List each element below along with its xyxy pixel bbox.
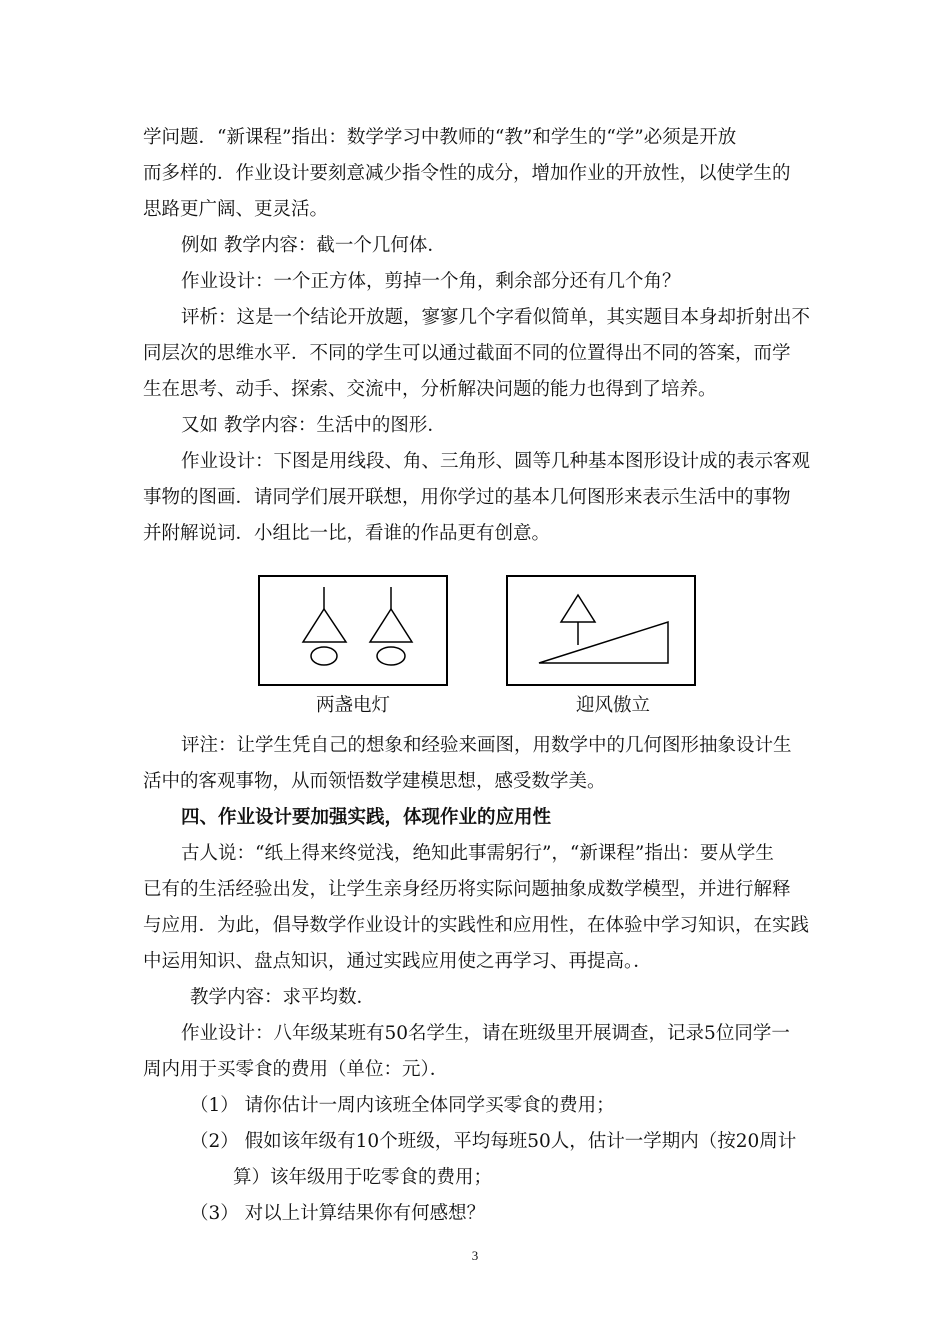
paragraph-line: 学问题．“新课程”指出：数学学习中教师的“教”和学生的“学”必须是开放 — [143, 127, 737, 148]
paragraph-line: 与应用．为此，倡导数学作业设计的实践性和应用性，在体验中学习知识，在实践 — [143, 915, 810, 936]
homework-line: 事物的图画．请同学们展开联想，用你学过的基本几何图形来表示生活中的事物 — [143, 487, 791, 508]
homework-line: 并附解说词．小组比一比，看谁的作品更有创意。 — [143, 523, 551, 544]
section-heading: 四、作业设计要加强实践，体现作业的应用性 — [181, 807, 552, 828]
wind-stand-drawing — [508, 577, 694, 684]
lamp-bulb-circle — [311, 647, 337, 665]
lamp-shade-triangle — [370, 609, 412, 642]
page-number: 3 — [471, 1248, 479, 1263]
paragraph-line: 已有的生活经验出发，让学生亲身经历将实际问题抽象成数学模型，并进行解释 — [143, 879, 791, 900]
two-lamps-drawing — [260, 577, 446, 684]
question-item: （3） 对以上计算结果你有何感想？ — [190, 1203, 486, 1224]
paragraph-line: 古人说：“纸上得来终觉浅，绝知此事需躬行”，“新课程”指出：要从学生 — [181, 843, 774, 864]
paragraph-line: 中运用知识、盘点知识，通过实践应用使之再学习、再提高。． — [143, 951, 652, 972]
question-item-continuation: 算）该年级用于吃零食的费用； — [233, 1167, 493, 1188]
comment-line: 评注：让学生凭自己的想象和经验来画图，用数学中的几何图形抽象设计生 — [181, 735, 792, 756]
figure-two-lamps — [258, 575, 448, 686]
paragraph-line: 而多样的．作业设计要刻意减少指令性的成分，增加作业的开放性，以使学生的 — [143, 163, 791, 184]
homework-line: 作业设计：一个正方体，剪掉一个角，剩余部分还有几个角？ — [181, 271, 681, 292]
lamp-shade-triangle — [303, 609, 346, 642]
figure-wind-stand — [506, 575, 696, 686]
analysis-line: 同层次的思维水平．不同的学生可以通过截面不同的位置得出不同的答案，而学 — [143, 343, 791, 364]
figure-caption: 两盏电灯 — [315, 695, 390, 716]
analysis-line: 生在思考、动手、探索、交流中，分析解决问题的能力也得到了培养。 — [143, 379, 717, 400]
paragraph-line: 思路更广阔、更灵活。 — [143, 199, 329, 220]
homework-line: 作业设计：下图是用线段、角、三角形、圆等几种基本图形设计成的表示客观 — [181, 451, 811, 472]
figure-caption: 迎风傲立 — [575, 695, 650, 716]
tree-triangle — [561, 595, 595, 622]
lamp-bulb-circle — [377, 647, 405, 665]
example-line: 又如 教学内容：生活中的图形． — [181, 415, 446, 436]
question-item: （1） 请你估计一周内该班全体同学买零食的费用； — [190, 1095, 615, 1116]
analysis-line: 评析：这是一个结论开放题，寥寥几个字看似简单，其实题目本身却折射出不 — [181, 307, 811, 328]
example-line: 例如 教学内容：截一个几何体． — [181, 235, 446, 256]
homework-line: 作业设计：八年级某班有50名学生，请在班级里开展调查，记录5位同学一 — [181, 1023, 790, 1044]
question-item: （2） 假如该年级有10个班级，平均每班50人，估计一学期内（按20周计 — [190, 1131, 797, 1152]
slope-triangle — [539, 622, 668, 663]
comment-line: 活中的客观事物，从而领悟数学建模思想，感受数学美。 — [143, 771, 606, 792]
content-line: 教学内容：求平均数． — [190, 987, 376, 1008]
homework-line: 周内用于买零食的费用（单位：元）． — [143, 1059, 449, 1080]
